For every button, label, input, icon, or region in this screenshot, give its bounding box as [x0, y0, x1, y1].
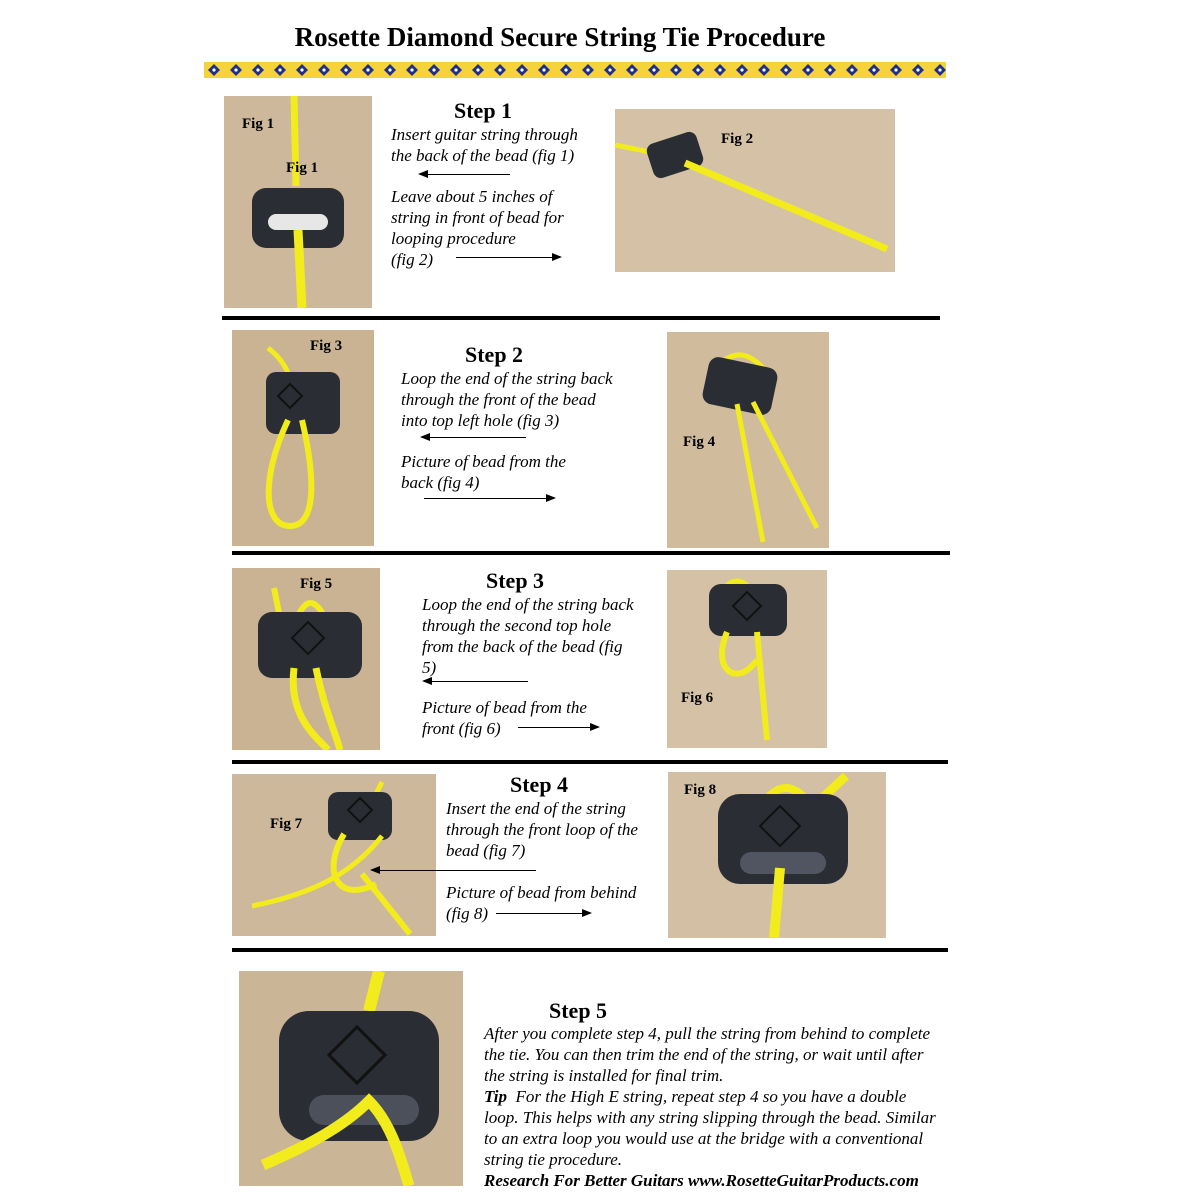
fig5-photo: [232, 568, 380, 750]
band-dot: [718, 68, 721, 71]
section-divider-3: [232, 760, 948, 764]
band-dot: [740, 68, 743, 71]
fig2-photo: [615, 109, 895, 272]
step4-text-b: Picture of bead from behind (fig 8): [446, 883, 637, 923]
band-dot: [696, 68, 699, 71]
step3-text-b: Picture of bead from the front (fig 6): [422, 698, 587, 738]
section-divider-2: [232, 551, 950, 555]
band-dot: [322, 68, 325, 71]
fig3-photo: [232, 330, 374, 546]
final-tie-photo: [239, 971, 463, 1186]
band-dot: [410, 68, 413, 71]
band-dot: [520, 68, 523, 71]
band-dot: [388, 68, 391, 71]
band-dot: [300, 68, 303, 71]
step2-text-b: Picture of bead from the back (fig 4): [401, 452, 566, 492]
section-divider-1: [222, 316, 940, 320]
decorative-band: [204, 62, 946, 78]
band-dot: [872, 68, 875, 71]
fig8-label: Fig 8: [684, 782, 717, 798]
band-dot: [630, 68, 633, 71]
band-dot: [498, 68, 501, 71]
tip-text: For the High E string, repeat step 4 so you have a double loop. This helps with any string slipping through the bead. Similar to an extra loop you would use at the bridge with a conventional string tie procedure.: [484, 1087, 936, 1169]
fig5-label: Fig 5: [300, 576, 333, 592]
step5-tip: [484, 1086, 940, 1170]
band-dot: [432, 68, 435, 71]
band-dot: [234, 68, 237, 71]
right-arrow-icon: [496, 913, 590, 914]
band-dot: [938, 68, 941, 71]
fig7-photo: [232, 774, 436, 936]
band-dot: [278, 68, 281, 71]
band-dot: [828, 68, 831, 71]
band-dot: [344, 68, 347, 71]
fig7-label: Fig 7: [270, 816, 303, 832]
step3-title: Step 3: [486, 568, 545, 593]
fig6-label: Fig 6: [681, 690, 714, 706]
left-arrow-icon: [372, 870, 536, 871]
band-dot: [894, 68, 897, 71]
band-dot: [608, 68, 611, 71]
right-arrow-icon: [518, 727, 598, 728]
step4-title: Step 4: [510, 772, 569, 797]
band-dot: [454, 68, 457, 71]
step2-title: Step 2: [465, 342, 524, 367]
band-dot: [564, 68, 567, 71]
band-dot: [476, 68, 479, 71]
step4-text-a: Insert the end of the string through the front loop of the bead (fig 7): [446, 799, 638, 860]
footer-text: Research For Better Guitars www.RosetteGuitarProducts.com: [484, 1171, 919, 1190]
section-divider-4: [232, 948, 948, 952]
page-title: Rosette Diamond Secure String Tie Procedure: [294, 22, 826, 52]
step5-paragraph: After you complete step 4, pull the string from behind to complete the tie. You can then trim the end of the string, or wait until after the string is installed for final trim.: [484, 1024, 931, 1085]
band-dot: [674, 68, 677, 71]
fig1-photo: [224, 96, 372, 308]
band-dot: [784, 68, 787, 71]
step5-text: [484, 1023, 940, 1191]
step3-text-a: Loop the end of the string back through the second top hole from the back of the bead (fig 5): [422, 595, 634, 677]
step1-text-c: (fig 2): [391, 250, 434, 269]
band-dot: [652, 68, 655, 71]
band-dot: [256, 68, 259, 71]
fig4-label: Fig 4: [683, 434, 716, 450]
band-dot: [806, 68, 809, 71]
right-arrow-icon: [456, 257, 560, 258]
band-dot: [762, 68, 765, 71]
band-dot: [850, 68, 853, 71]
fig4-photo: [667, 332, 829, 548]
right-arrow-icon: [424, 498, 554, 499]
left-arrow-icon: [422, 437, 526, 438]
step1-title: Step 1: [454, 98, 513, 123]
band-dot: [542, 68, 545, 71]
tip-label: Tip: [484, 1087, 507, 1106]
step1-text-b: Leave about 5 inches of string in front of bead for looping procedure: [391, 187, 564, 248]
fig3-label: Fig 3: [310, 338, 343, 354]
band-dot: [212, 68, 215, 71]
step1-text-a: Insert guitar string through the back of the bead (fig 1): [391, 125, 578, 165]
fig8-photo: [668, 772, 886, 938]
fig2-label: Fig 2: [721, 131, 754, 147]
fig6-photo: [667, 570, 827, 748]
step2-text-a: Loop the end of the string back through the front of the bead into top left hole (fig 3): [401, 369, 613, 430]
fig1-label: Fig 1: [242, 116, 275, 132]
diamond-pattern: [204, 62, 946, 78]
band-dot: [586, 68, 589, 71]
left-arrow-icon: [420, 174, 510, 175]
step5-title: Step 5: [549, 998, 608, 1023]
fig1b-label: Fig 1: [286, 160, 319, 176]
band-dot: [366, 68, 369, 71]
band-dot: [916, 68, 919, 71]
left-arrow-icon: [424, 681, 528, 682]
